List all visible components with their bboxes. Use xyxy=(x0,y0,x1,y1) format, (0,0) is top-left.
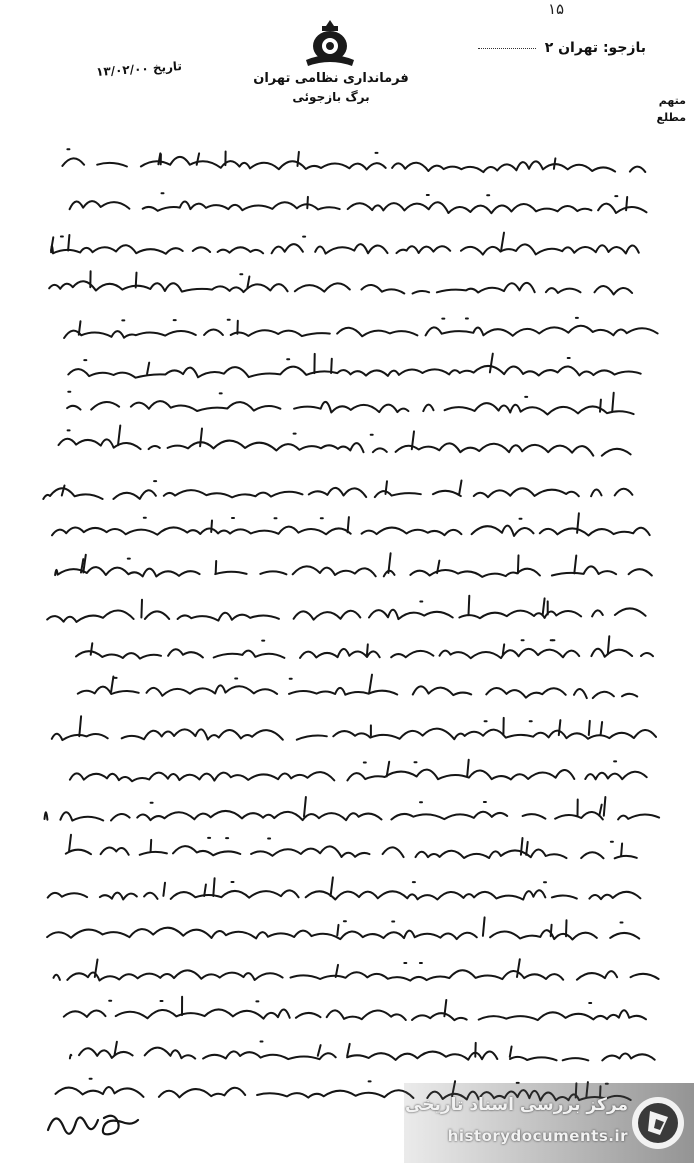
role-label-accused: متهم xyxy=(658,94,686,107)
handwritten-stroke xyxy=(543,598,545,614)
handwritten-stroke xyxy=(200,429,202,447)
page-number: ۱۵ xyxy=(548,0,565,18)
office-value: تهران ۲ xyxy=(544,40,599,56)
handwritten-stroke xyxy=(62,486,65,496)
handwritten-line xyxy=(64,326,658,338)
handwritten-stroke xyxy=(554,158,556,169)
handwritten-stroke xyxy=(69,835,71,851)
handwritten-stroke xyxy=(612,393,614,412)
handwritten-stroke xyxy=(459,481,461,494)
handwritten-stroke xyxy=(298,152,299,166)
handwritten-stroke xyxy=(331,359,332,373)
watermark-logo-icon xyxy=(630,1095,686,1151)
handwritten-stroke xyxy=(574,556,576,574)
handwritten-line xyxy=(68,366,640,378)
handwritten-stroke xyxy=(83,555,86,573)
handwritten-line xyxy=(59,439,631,456)
date-value: ۱۳/۰۲/۰۰ xyxy=(95,61,150,79)
handwritten-stroke xyxy=(367,644,368,654)
role-label-informant: مطلع xyxy=(656,111,686,124)
handwritten-line xyxy=(54,770,647,782)
handwritten-stroke xyxy=(599,805,601,816)
org-unit: برگ بازجوئی xyxy=(292,90,370,104)
handwritten-stroke xyxy=(469,596,470,615)
handwritten-stroke xyxy=(467,760,469,776)
handwritten-line xyxy=(64,1009,646,1020)
handwritten-stroke xyxy=(79,716,81,736)
handwritten-stroke xyxy=(307,197,308,208)
org-title: فرمانداری نظامی تهران xyxy=(253,71,409,86)
handwritten-line xyxy=(76,649,653,659)
handwritten-line xyxy=(34,608,645,621)
handwritten-stroke xyxy=(197,153,199,164)
handwritten-line xyxy=(70,201,647,213)
signature-icon xyxy=(40,1100,160,1150)
watermark-name: مرکز بررسی اسناد تاریخی xyxy=(405,1095,628,1115)
handwritten-line xyxy=(48,890,641,899)
handwritten-stroke xyxy=(551,925,552,937)
handwritten-stroke xyxy=(600,400,601,412)
handwritten-line xyxy=(62,157,645,172)
office-label: بازجو: xyxy=(602,40,646,56)
handwritten-stroke xyxy=(211,521,212,533)
handwritten-stroke xyxy=(503,644,504,654)
watermark-url: historydocuments.ir xyxy=(447,1127,628,1145)
date-label: تاریخ xyxy=(152,59,183,76)
handwritten-stroke xyxy=(79,321,81,334)
handwritten-stroke xyxy=(136,273,137,288)
handwritten-stroke xyxy=(526,842,528,855)
handwritten-stroke xyxy=(91,643,93,655)
handwritten-line xyxy=(41,244,639,255)
handwritten-stroke xyxy=(608,636,610,654)
handwritten-line xyxy=(55,566,652,577)
handwritten-stroke xyxy=(589,721,590,735)
watermark xyxy=(404,1083,694,1163)
handwritten-line xyxy=(30,488,633,499)
handwritten-stroke xyxy=(331,877,333,896)
handwritten-stroke xyxy=(566,920,567,936)
handwritten-line xyxy=(53,401,634,414)
handwritten-line xyxy=(70,1048,655,1061)
handwritten-stroke xyxy=(304,797,306,817)
handwritten-line xyxy=(54,970,659,980)
handwritten-stroke xyxy=(559,720,561,735)
handwritten-stroke xyxy=(318,1045,321,1056)
handwritten-line xyxy=(45,811,660,821)
handwritten-stroke xyxy=(111,677,113,692)
handwritten-stroke xyxy=(621,844,622,856)
handwritten-stroke xyxy=(337,925,338,935)
handwritten-stroke xyxy=(347,1044,350,1056)
handwritten-stroke xyxy=(348,517,349,532)
handwritten-stroke xyxy=(147,363,149,374)
handwritten-line xyxy=(52,526,650,536)
handwritten-stroke xyxy=(151,840,152,852)
handwritten-stroke xyxy=(163,883,165,896)
handwritten-stroke xyxy=(141,600,142,618)
handwritten-stroke xyxy=(369,675,372,694)
handwritten-stroke xyxy=(483,917,485,936)
handwritten-stroke xyxy=(490,354,493,373)
handwritten-line xyxy=(78,685,637,698)
handwritten-stroke xyxy=(626,197,627,210)
handwritten-stroke xyxy=(115,1042,117,1055)
handwritten-stroke xyxy=(518,555,519,573)
handwritten-stroke xyxy=(601,722,603,735)
handwritten-stroke xyxy=(216,561,217,573)
handwritten-stroke xyxy=(68,235,69,251)
handwritten-line xyxy=(52,729,656,740)
handwritten-stroke xyxy=(510,1047,512,1057)
handwritten-stroke xyxy=(213,878,214,896)
handwritten-stroke xyxy=(604,797,606,816)
handwritten-stroke xyxy=(501,233,504,251)
handwritten-stroke xyxy=(118,426,120,446)
